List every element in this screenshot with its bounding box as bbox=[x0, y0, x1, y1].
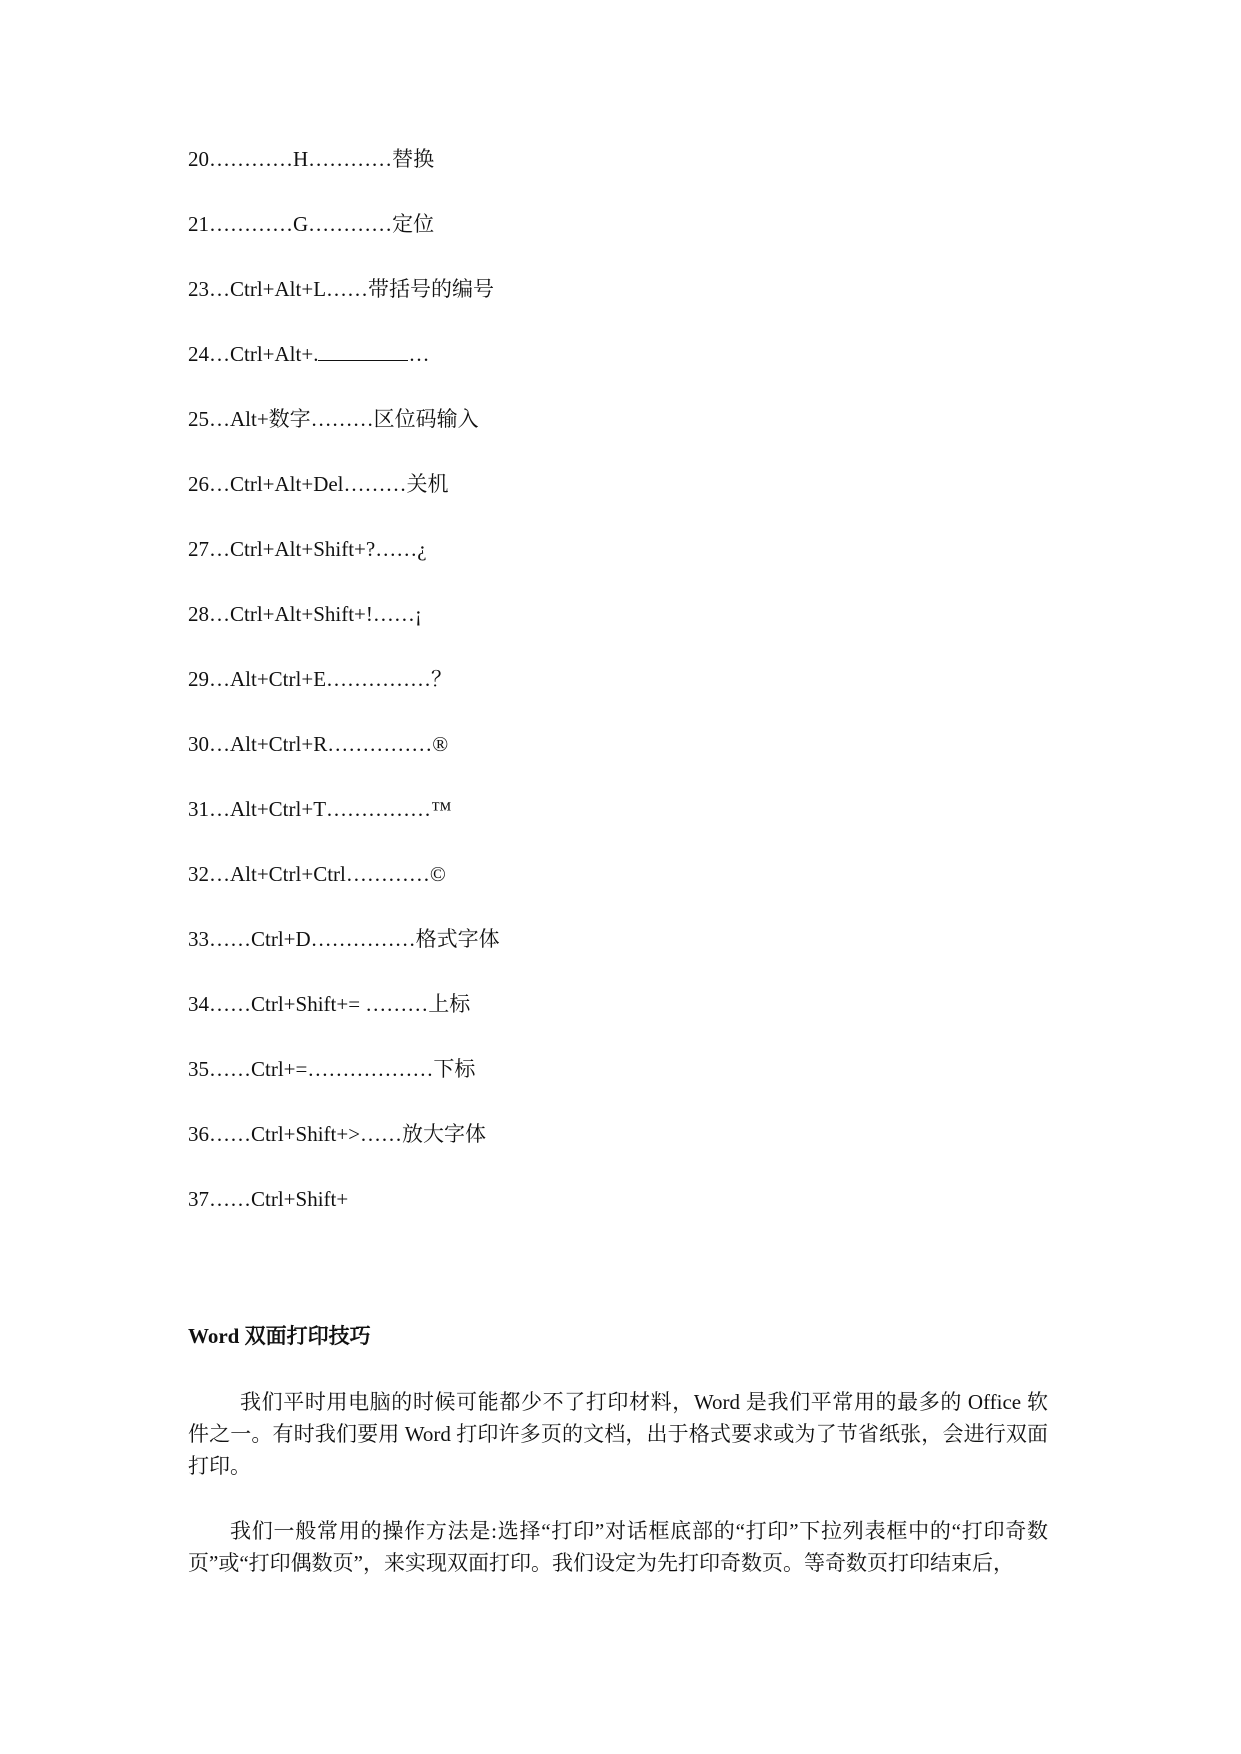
list-item bbox=[188, 666, 500, 731]
list-item bbox=[188, 1121, 500, 1186]
list-item bbox=[188, 1186, 500, 1251]
body-paragraph: 我们平时用电脑的时候可能都少不了打印材料，Word 是我们平常用的最多的 Office 软件之一。有时我们要用 Word 打印许多页的文档，出于格式要求或为了节省纸张，会进行双面打印。 bbox=[188, 1390, 1048, 1478]
list-item bbox=[188, 861, 500, 926]
shortcut-text: 31…Alt+Ctrl+T……………™ bbox=[188, 797, 452, 821]
shortcut-text: 36……Ctrl+Shift+>……放大字体 bbox=[188, 1122, 487, 1146]
list-item bbox=[188, 991, 500, 1056]
shortcut-text: 29…Alt+Ctrl+E……………？ bbox=[188, 667, 453, 691]
list-item bbox=[188, 146, 500, 211]
shortcut-text: 34……Ctrl+Shift+= ………上标 bbox=[188, 992, 471, 1016]
shortcut-text: 20…………H…………替换 bbox=[188, 147, 435, 171]
shortcut-list bbox=[188, 146, 500, 1251]
section-title: Word 双面打印技巧 bbox=[188, 1324, 371, 1348]
list-item bbox=[188, 1056, 500, 1121]
body-paragraph: 我们一般常用的操作方法是:选择“打印”对话框底部的“打印”下拉列表框中的“打印奇数页”或“打印偶数页”，来实现双面打印。我们设定为先打印奇数页。等奇数页打印结束后， bbox=[188, 1519, 1048, 1575]
list-item bbox=[188, 341, 500, 406]
shortcut-text-suffix: … bbox=[408, 342, 430, 366]
shortcut-text: 30…Alt+Ctrl+R……………® bbox=[188, 732, 449, 756]
list-item bbox=[188, 796, 500, 861]
shortcut-text: 23…Ctrl+Alt+L……带括号的编号 bbox=[188, 277, 495, 301]
list-item bbox=[188, 536, 500, 601]
list-item bbox=[188, 601, 500, 666]
shortcut-text: 27…Ctrl+Alt+Shift+?……¿ bbox=[188, 537, 427, 561]
shortcut-text: 28…Ctrl+Alt+Shift+!……¡ bbox=[188, 602, 422, 626]
underline-blank bbox=[318, 342, 408, 361]
shortcut-text: 25…Alt+数字………区位码输入 bbox=[188, 407, 479, 431]
list-item bbox=[188, 471, 500, 536]
shortcut-text: 32…Alt+Ctrl+Ctrl…………© bbox=[188, 862, 446, 886]
list-item bbox=[188, 731, 500, 796]
shortcut-text: 24…Ctrl+Alt+. bbox=[188, 342, 319, 366]
shortcut-text: 33……Ctrl+D……………格式字体 bbox=[188, 927, 500, 951]
list-item bbox=[188, 276, 500, 341]
shortcut-text: 26…Ctrl+Alt+Del………关机 bbox=[188, 472, 449, 496]
shortcut-text: 21…………G…………定位 bbox=[188, 212, 435, 236]
list-item bbox=[188, 406, 500, 471]
list-item bbox=[188, 211, 500, 276]
shortcut-text: 37……Ctrl+Shift+ bbox=[188, 1187, 349, 1211]
shortcut-text: 35……Ctrl+=………………下标 bbox=[188, 1057, 476, 1081]
list-item bbox=[188, 926, 500, 991]
